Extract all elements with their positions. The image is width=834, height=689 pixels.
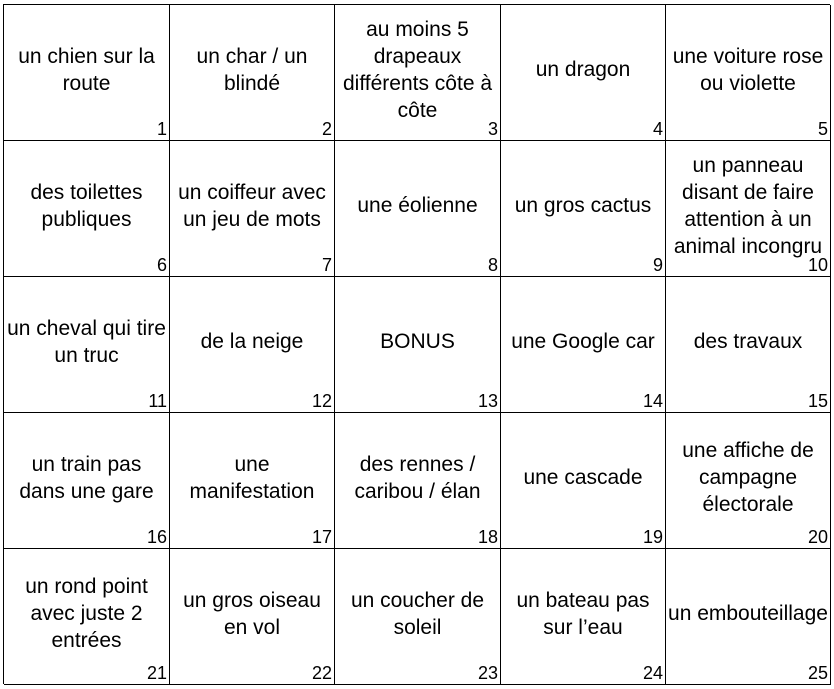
bingo-cell-3 <box>335 5 501 141</box>
bingo-cell-16 <box>4 413 170 549</box>
cell-text: un embouteillage <box>668 602 828 625</box>
bingo-cell-4 <box>501 5 666 141</box>
bingo-grid <box>3 4 830 684</box>
cell-number: 22 <box>311 663 332 683</box>
cell-text: au moins 5 drapeaux différents côte à côte <box>342 17 493 122</box>
cell-text: une cascade <box>523 466 643 489</box>
bingo-cell-24 <box>501 549 666 685</box>
cell-text: une manifestation <box>189 452 315 503</box>
bingo-cell-18 <box>335 413 501 549</box>
cell-number: 18 <box>477 527 498 547</box>
bingo-cell-23 <box>335 549 501 685</box>
cell-number: 15 <box>807 391 828 411</box>
cell-number: 14 <box>642 391 663 411</box>
cell-text: une voiture rose ou violette <box>672 44 824 95</box>
bingo-cell-25 <box>666 549 831 685</box>
bingo-cell-19 <box>501 413 666 549</box>
bingo-cell-12 <box>170 277 335 413</box>
cell-number: 21 <box>146 663 167 683</box>
cell-text: un rond point avec juste 2 entrées <box>25 575 148 652</box>
bingo-cell-1 <box>4 5 170 141</box>
cell-text: une affiche de campagne électorale <box>682 439 814 516</box>
bingo-cell-15 <box>666 277 831 413</box>
cell-text: un char / un blindé <box>196 44 308 95</box>
cell-number: 6 <box>156 255 167 275</box>
cell-number: 4 <box>652 119 663 139</box>
cell-text: un panneau disant de faire attention à un animal incongru <box>673 153 823 258</box>
cell-number: 24 <box>642 663 663 683</box>
cell-number: 10 <box>807 255 828 275</box>
cell-number: 7 <box>321 255 332 275</box>
cell-number: 23 <box>477 663 498 683</box>
cell-text: un coiffeur avec un jeu de mots <box>178 180 326 231</box>
bingo-cell-10 <box>666 141 831 277</box>
cell-number: 2 <box>321 119 332 139</box>
cell-number: 5 <box>817 119 828 139</box>
bingo-cell-7 <box>170 141 335 277</box>
cell-text: un train pas dans une gare <box>19 452 154 503</box>
cell-number: 16 <box>146 527 167 547</box>
cell-number: 25 <box>807 663 828 683</box>
cell-text: une éolienne <box>357 194 478 217</box>
cell-number: 20 <box>807 527 828 547</box>
cell-text: un coucher de soleil <box>350 588 485 639</box>
bingo-cell-20 <box>666 413 831 549</box>
bingo-cell-11 <box>4 277 170 413</box>
cell-number: 9 <box>652 255 663 275</box>
cell-number: 1 <box>156 119 167 139</box>
cell-number: 19 <box>642 527 663 547</box>
cell-number: 8 <box>487 255 498 275</box>
cell-number: 3 <box>487 119 498 139</box>
bingo-cell-8 <box>335 141 501 277</box>
cell-text: de la neige <box>200 330 304 353</box>
cell-text: un gros oiseau en vol <box>183 588 321 639</box>
bingo-cell-14 <box>501 277 666 413</box>
cell-text: BONUS <box>380 330 455 353</box>
bingo-cell-2 <box>170 5 335 141</box>
cell-text: des travaux <box>693 330 803 353</box>
cell-text: une Google car <box>511 330 655 353</box>
bingo-cell-13 <box>335 277 501 413</box>
cell-text: un bateau pas sur l’eau <box>516 588 650 639</box>
cell-number: 11 <box>148 391 167 411</box>
cell-text: des rennes / caribou / élan <box>354 452 481 503</box>
cell-text: un chien sur la route <box>18 44 155 95</box>
bingo-cell-17 <box>170 413 335 549</box>
cell-text: un cheval qui tire un truc <box>7 316 166 367</box>
cell-number: 17 <box>311 527 332 547</box>
cell-text: un dragon <box>535 58 631 81</box>
cell-number: 12 <box>311 391 332 411</box>
bingo-cell-9 <box>501 141 666 277</box>
cell-text: un gros cactus <box>514 194 652 217</box>
bingo-cell-5 <box>666 5 831 141</box>
bingo-cell-6 <box>4 141 170 277</box>
cell-text: des toilettes publiques <box>30 180 143 231</box>
cell-number: 13 <box>477 391 498 411</box>
bingo-cell-22 <box>170 549 335 685</box>
bingo-cell-21 <box>4 549 170 685</box>
